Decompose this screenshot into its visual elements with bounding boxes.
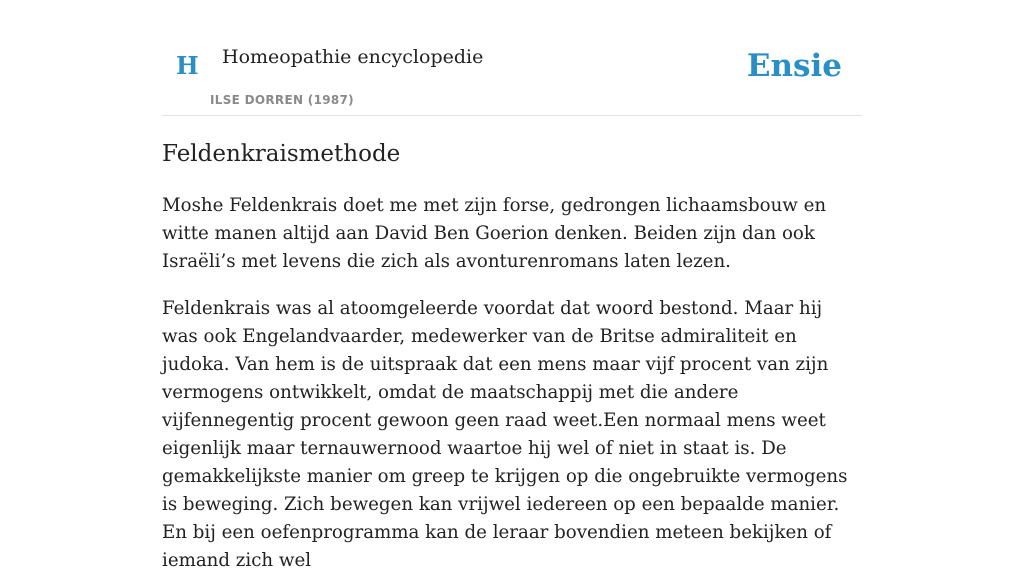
site-header <box>162 0 862 116</box>
book-author: ILSE DORREN (1987) <box>210 93 354 107</box>
article-paragraph: Feldenkrais was al atoomgeleerde voordat dat woord bestond. Maar hij was ook Engelandvaarder, medewerker van de Britse admiraliteit en judoka. Van hem is de uitspraak dat een mens maar vijf procent van zijn vermogens ontwikkelt, omdat de maatschappij met die andere vijfennegentig procent gewoon geen raad weet.Een normaal mens weet eigenlijk maar ternauwernood waartoe hij wel of niet in staat is. De gemakkelijkste manier om greep te krijgen op die ongebruikte vermogens is beweging. Zich bewegen kan vrijwel iedereen op een bepaalde manier. En bij een oefenprogramma kan de leraar bovendien meteen bekijken of iemand zich wel <box>162 298 848 571</box>
book-logo-letter[interactable]: H <box>176 51 199 80</box>
book-title-link[interactable]: Homeopathie encyclopedie <box>222 46 484 68</box>
article-title: Feldenkraismethode <box>162 141 401 167</box>
ensie-brand-logo[interactable]: Ensie <box>746 48 842 84</box>
article-paragraph: Moshe Feldenkrais doet me met zijn forse, gedrongen lichaamsbouw en witte manen altijd aan David Ben Goerion denken. Beiden zijn dan ook Israëli’s met levens die zich als avonturenromans laten lezen. <box>162 195 827 272</box>
article <box>162 138 862 575</box>
